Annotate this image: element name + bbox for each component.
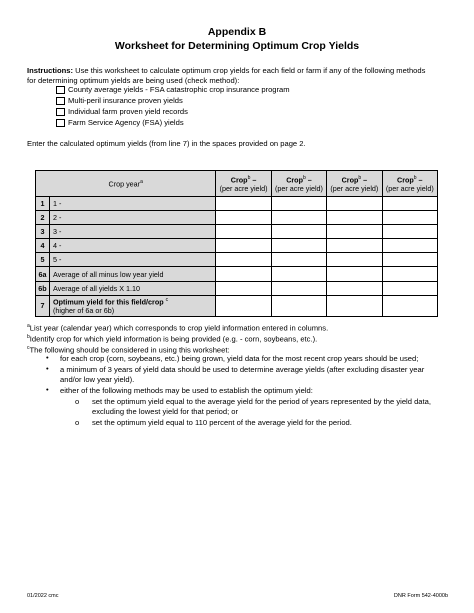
row-number: 6a xyxy=(36,267,50,281)
yield-cell[interactable] xyxy=(382,267,437,281)
yield-cell[interactable] xyxy=(216,197,271,211)
bullet-text: and/or low year yield). xyxy=(60,375,135,384)
table-row xyxy=(36,211,438,225)
crop-year-header: Crop year$^a$ xyxy=(36,171,216,197)
crop-column-header-4: Crop$^b$ – (per acre yield) xyxy=(382,171,437,197)
row-number: 6b xyxy=(36,281,50,295)
yield-cell[interactable] xyxy=(216,267,271,281)
instructions-label: Instructions: xyxy=(27,66,73,75)
footnote-c: $^c$The following should be considered in using this worksheet: xyxy=(27,345,230,355)
row-label: 5 - xyxy=(50,253,216,267)
row-number: 2 xyxy=(36,211,50,225)
footnote-a: $^a$List year (calendar year) which corresponds to crop yield information entered in columns. xyxy=(27,323,329,333)
yield-cell[interactable] xyxy=(216,211,271,225)
yield-cell[interactable] xyxy=(216,225,271,239)
yield-cell[interactable] xyxy=(327,225,382,239)
table-row xyxy=(36,197,438,211)
yield-cell[interactable] xyxy=(327,253,382,267)
row-number: 7 xyxy=(36,295,50,316)
row-number: 1 xyxy=(36,197,50,211)
footer-date: 01/2022 cmc xyxy=(27,593,59,599)
table-row xyxy=(36,239,438,253)
yield-cell[interactable] xyxy=(271,211,326,225)
yield-cell[interactable] xyxy=(382,211,437,225)
bullet-dot-icon: • xyxy=(46,364,49,373)
crop-column-header-1: Crop$^b$ – (per acre yield) xyxy=(216,171,271,197)
yield-cell[interactable] xyxy=(382,281,437,295)
instructions-line2: for determining optimum yields are being used (check method): xyxy=(27,76,240,85)
table-row xyxy=(36,253,438,267)
row-number: 3 xyxy=(36,225,50,239)
row-label: Average of all yields X 1.10 xyxy=(50,281,216,295)
table-row xyxy=(36,281,438,295)
yield-cell[interactable] xyxy=(216,281,271,295)
sub-bullet-text: set the optimum yield equal to 110 percent of the average yield for the period. xyxy=(92,418,352,427)
sub-bullet-text: excluding the lowest yield for that period; or xyxy=(92,407,239,416)
yield-cell[interactable] xyxy=(271,197,326,211)
optimum-yield-label: Optimum yield for this field/crop $^c$ (higher of 6a or 6b) xyxy=(50,295,216,316)
instructions-text: Use this worksheet to calculate optimum crop yields for each field or farm if any of the following methods xyxy=(73,66,426,75)
bullet-text: for each crop (corn, soybeans, etc.) being grown, yield data for the most recent crop years should be used; xyxy=(60,354,419,363)
optimum-yield-row xyxy=(36,295,438,316)
method-label-multi-peril: Multi-peril insurance proven yields xyxy=(68,96,183,105)
yield-cell[interactable] xyxy=(271,253,326,267)
appendix-title: Appendix B xyxy=(207,26,267,38)
method-label-individual: Individual farm proven yield records xyxy=(68,107,188,116)
yield-cell[interactable] xyxy=(382,225,437,239)
yield-cell[interactable] xyxy=(327,281,382,295)
worksheet-title: Worksheet for Determining Optimum Crop Yields xyxy=(114,40,360,52)
bullet-dot-icon: • xyxy=(46,353,49,362)
row-label: 1 - xyxy=(50,197,216,211)
checkbox-fsa-yields[interactable] xyxy=(56,119,65,127)
row-label: 3 - xyxy=(50,225,216,239)
optimum-yield-cell[interactable] xyxy=(216,295,271,316)
optimum-yield-cell[interactable] xyxy=(327,295,382,316)
yield-cell[interactable] xyxy=(327,197,382,211)
crop-column-header-2: Crop$^b$ – (per acre yield) xyxy=(271,171,326,197)
yield-cell[interactable] xyxy=(327,239,382,253)
instructions-line1 xyxy=(27,66,425,76)
row-number: 5 xyxy=(36,253,50,267)
yield-cell[interactable] xyxy=(216,239,271,253)
yield-cell[interactable] xyxy=(271,281,326,295)
row-label: 2 - xyxy=(50,211,216,225)
sub-bullet-icon: o xyxy=(75,418,80,427)
table-row xyxy=(36,267,438,281)
bullet-text: either of the following methods may be used to establish the optimum yield: xyxy=(60,386,313,395)
yield-cell[interactable] xyxy=(382,239,437,253)
checkbox-individual-farm[interactable] xyxy=(56,108,65,116)
yield-cell[interactable] xyxy=(327,267,382,281)
yield-cell[interactable] xyxy=(271,225,326,239)
sub-bullet-text: set the optimum yield equal to the average yield for the period of years represented by the yield data, xyxy=(92,397,431,406)
yield-cell[interactable] xyxy=(382,253,437,267)
checkbox-county-average[interactable] xyxy=(56,86,65,94)
footer-form-number: DNR Form 542-4000b xyxy=(393,593,448,599)
yield-cell[interactable] xyxy=(271,239,326,253)
row-label: Average of all minus low year yield xyxy=(50,267,216,281)
crop-yield-table xyxy=(35,170,438,317)
checkbox-multi-peril[interactable] xyxy=(56,97,65,105)
enter-yields-note: Enter the calculated optimum yields (from line 7) in the spaces provided on page 2. xyxy=(27,139,306,148)
optimum-yield-cell[interactable] xyxy=(271,295,326,316)
method-label-county: County average yields - FSA catastrophic crop insurance program xyxy=(68,85,290,94)
yield-cell[interactable] xyxy=(382,197,437,211)
crop-column-header-3: Crop$^b$ – (per acre yield) xyxy=(327,171,382,197)
yield-cell[interactable] xyxy=(216,253,271,267)
footnote-b: $^b$Identify crop for which yield information is being provided (e.g. - corn, soybeans, etc.). xyxy=(27,334,318,344)
bullet-dot-icon: • xyxy=(46,385,49,394)
yield-cell[interactable] xyxy=(327,211,382,225)
method-label-fsa: Farm Service Agency (FSA) yields xyxy=(68,118,184,127)
yield-cell[interactable] xyxy=(271,267,326,281)
bullet-text: a minimum of 3 years of yield data should be used to determine average yields (after excluding disaster year xyxy=(60,365,425,374)
table-row xyxy=(36,225,438,239)
row-label: 4 - xyxy=(50,239,216,253)
sub-bullet-icon: o xyxy=(75,397,80,406)
optimum-yield-cell[interactable] xyxy=(382,295,437,316)
row-number: 4 xyxy=(36,239,50,253)
table-header-row xyxy=(36,171,438,197)
